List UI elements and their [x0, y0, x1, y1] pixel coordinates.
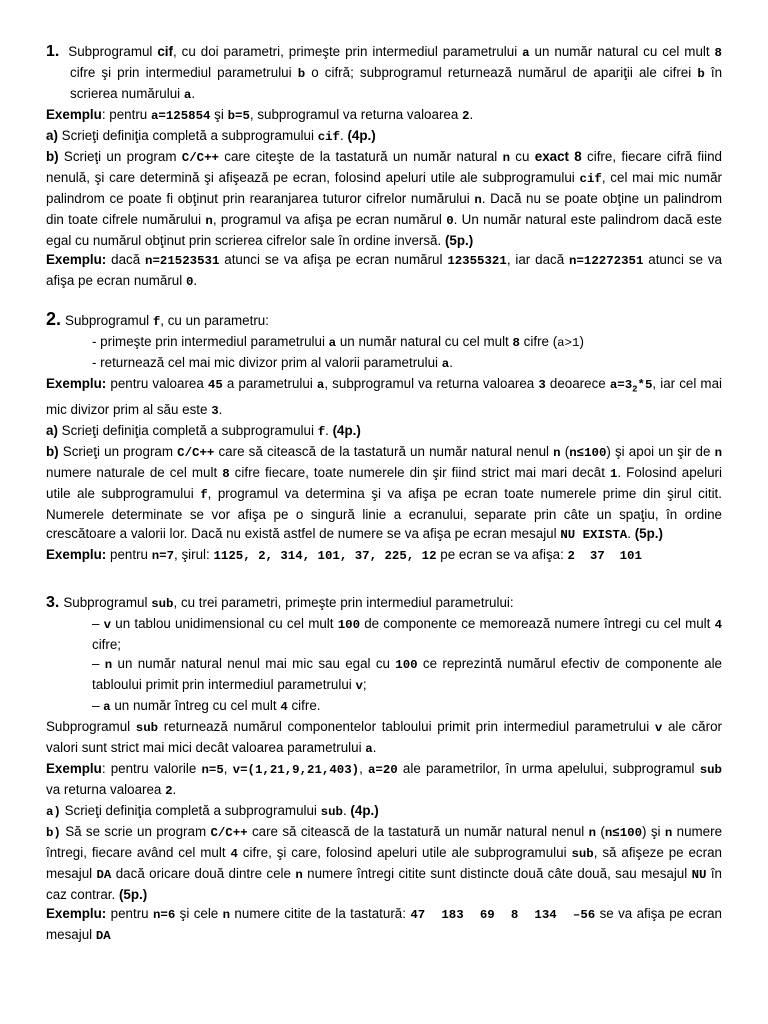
- code: 1125, 2, 314, 101, 37, 225, 12: [213, 548, 437, 563]
- text: subprogramului: [482, 170, 580, 185]
- code: 3: [538, 378, 546, 392]
- text: .: [342, 803, 351, 818]
- text: .: [627, 525, 635, 541]
- code: sub: [151, 597, 174, 611]
- text: Subprogramul: [68, 44, 158, 59]
- text: ale parametrilor, în urma apelului, subprogramul: [397, 761, 700, 776]
- text: cifre, şi care, folosind apeluri utile ale subprogramului: [237, 845, 572, 860]
- text: ;: [362, 677, 367, 692]
- text: , iar dacă: [506, 252, 570, 267]
- code: n: [104, 658, 113, 672]
- code: n=6: [152, 908, 176, 922]
- code: a=125854: [150, 109, 211, 123]
- text: Subprogramul: [46, 719, 136, 734]
- code: b=5: [227, 109, 250, 123]
- text: o cifră; subprogramul returnează numărul de apariţii ale cifrei: [305, 65, 698, 80]
- problem-2-example-2: [46, 545, 722, 566]
- code: 100: [395, 658, 418, 672]
- text: , subprogramul va returna valoarea: [324, 376, 539, 391]
- code: n=21523531: [145, 254, 220, 268]
- code: n: [222, 908, 231, 922]
- code: a: [441, 357, 450, 371]
- label: a): [46, 128, 58, 143]
- text: cu: [510, 149, 535, 164]
- problem-2-item-2: [46, 353, 722, 374]
- code: v=(1,21,9,21,403): [232, 763, 360, 777]
- text: un tablou unidimensional cu cel mult: [111, 616, 338, 631]
- code: 3: [211, 403, 219, 418]
- problem-1-part-a: [46, 126, 722, 147]
- text: în caz contrar.: [46, 866, 722, 902]
- text: ): [579, 334, 584, 349]
- problem-1-intro: [46, 42, 722, 105]
- label: a): [46, 805, 61, 819]
- text: , cel mai mic număr palindrom ce poate fi obţinut prin rearanjarea tuturor cifrelor numărului: [46, 170, 722, 206]
- text: determinate se: [111, 506, 204, 522]
- problem-number: 3.: [46, 594, 60, 611]
- code: C/C++: [177, 445, 215, 460]
- code: n: [553, 445, 561, 460]
- text: atunci se va afişa pe ecran numărul: [46, 252, 722, 288]
- problem-2: [46, 310, 722, 593]
- points: (5p.): [118, 887, 148, 902]
- code: f: [152, 315, 161, 329]
- text: de componente ce memorează numere întregi cu cel mult: [360, 616, 715, 631]
- label: Exemplu: [46, 107, 102, 122]
- text: , iar cel mai mic divizor prim al său este: [46, 376, 722, 417]
- code: n: [295, 868, 303, 882]
- label: b): [46, 826, 61, 840]
- text: pentru: [106, 546, 152, 562]
- text: Folosind apeluri utile ale subprogramului: [46, 464, 722, 501]
- text: Subprogramul: [65, 313, 153, 328]
- text: şi: [210, 107, 228, 122]
- text: vor afişa pe o singură linie a ecranului, separate prin câte un spaţiu, în ordine crescătoare a valorii lor. Dacă nu există astfel de numere se va afişa pe ecran mesajul: [46, 506, 722, 541]
- code: n=7: [151, 548, 175, 563]
- code: n=12272351: [569, 254, 644, 268]
- code: v: [654, 721, 663, 735]
- text: .: [340, 128, 348, 143]
- code: v: [355, 679, 363, 693]
- code: sub: [699, 763, 722, 777]
- code: 2: [462, 109, 470, 123]
- label: Exemplu:: [46, 546, 107, 562]
- problem-number: 1.: [46, 43, 60, 60]
- text: numere întregi, fiecare având cel mult: [46, 824, 723, 860]
- text: deoarece: [545, 376, 610, 391]
- code: 4: [280, 700, 288, 714]
- code: 2: [632, 384, 638, 395]
- text: , să afişeze pe ecran mesajul: [46, 845, 722, 881]
- problem-2-item-1: [46, 332, 722, 353]
- text: atunci se va afişa pe ecran numărul: [219, 252, 448, 267]
- code: a=20: [367, 763, 398, 777]
- document-page: [46, 42, 722, 946]
- code: sub: [135, 721, 159, 735]
- problem-3-example: [46, 759, 722, 801]
- text: pentru: [106, 906, 153, 921]
- text: –: [92, 616, 104, 631]
- code: b: [297, 67, 306, 81]
- text: Să se scrie un program: [60, 824, 211, 839]
- code: n: [205, 214, 213, 228]
- text: numere naturale de cel mult: [46, 464, 223, 480]
- code: 47 183 69 8 134 –56: [410, 908, 596, 922]
- points: (4p.): [332, 422, 361, 438]
- text: (: [560, 443, 570, 459]
- label: Exemplu:: [46, 252, 107, 267]
- text: şi cele: [175, 906, 223, 921]
- text: cifre şi prin intermediul parametrului: [70, 65, 298, 80]
- problem-number: 2.: [46, 309, 62, 329]
- problem-3-item-2: [46, 654, 722, 696]
- label: b): [46, 443, 59, 459]
- code: n: [588, 826, 597, 840]
- code: 2: [165, 784, 173, 798]
- code: a: [183, 88, 192, 102]
- code: a: [316, 378, 325, 392]
- text: cifre.: [287, 698, 321, 713]
- code: NU: [691, 868, 707, 882]
- problem-3-item-3: [46, 696, 722, 717]
- text: cifre;: [92, 637, 122, 652]
- text: cifre fiecare, toate numerele din: [229, 464, 433, 480]
- code: C/C++: [210, 826, 248, 840]
- code: a: [103, 700, 111, 714]
- problem-3-part-a: [46, 801, 722, 822]
- problem-2-intro: [46, 310, 722, 332]
- text: returnează numărul componentelor tabloului primit prin intermediul parametrului: [158, 719, 655, 734]
- points: (5p.): [634, 525, 663, 541]
- text: , programul va determina şi va afişa pe ecran toate numerele prime din şirul citit. Numerele: [46, 485, 722, 522]
- text: exact 8: [534, 149, 582, 164]
- text: –: [92, 656, 105, 671]
- code: 100: [337, 618, 361, 632]
- code: NU EXISTA: [560, 527, 628, 542]
- text: , cu doi parametri, primeşte prin intermediul parametrului: [173, 44, 523, 59]
- label: b): [46, 149, 59, 164]
- text: cifre (: [519, 334, 558, 349]
- points: (4p.): [350, 803, 379, 818]
- text: un număr natural cu cel mult: [336, 334, 513, 349]
- problem-3-intro: [46, 593, 722, 614]
- text: , cu trei parametri, primeşte prin intermediul parametrului:: [173, 595, 514, 610]
- text: - returnează cel mai mic divizor prim al valorii parametrului: [92, 355, 442, 370]
- text: .: [191, 86, 196, 101]
- code: n≤100: [604, 826, 643, 840]
- text: .: [372, 740, 377, 755]
- problem-1-example: [46, 105, 722, 126]
- label: Exemplu: [46, 761, 102, 776]
- code: 8: [512, 336, 520, 350]
- code: n≤100: [569, 445, 607, 460]
- text: , cu un parametru:: [160, 313, 269, 328]
- code: n: [714, 445, 723, 460]
- text: –: [92, 698, 104, 713]
- text: Scrieţi definiţia completă a subprogramului: [57, 128, 318, 143]
- code: a: [365, 742, 373, 756]
- text: ) şi apoi un şir de: [606, 443, 715, 459]
- code: 4: [230, 847, 238, 861]
- code: v: [103, 618, 112, 632]
- text: care citeşte de la tastatură un număr natural: [218, 149, 503, 164]
- text: dacă: [106, 252, 146, 267]
- label: a): [46, 422, 58, 438]
- problem-1-example-2: [46, 250, 722, 292]
- text: .: [193, 273, 198, 288]
- code: f: [317, 424, 326, 439]
- code: 8: [222, 466, 230, 481]
- points: (5p.): [444, 233, 474, 248]
- code: 8: [714, 46, 722, 60]
- problem-2-example: [46, 374, 722, 421]
- code: sub: [320, 805, 343, 819]
- code: 0: [446, 214, 454, 228]
- problem-1-part-b: [46, 147, 722, 250]
- text: care să citească de la tastatură un număr natural nenul: [247, 824, 589, 839]
- code: cif: [317, 130, 340, 144]
- code: 4: [714, 618, 722, 632]
- text: Scrieţi definiţia completă a subprogramului: [57, 422, 318, 438]
- problem-3-description: [46, 717, 722, 759]
- text: a parametrului: [222, 376, 317, 391]
- text: , şirul:: [174, 546, 214, 562]
- problem-1: [46, 42, 722, 310]
- code: n: [474, 193, 482, 207]
- text: un număr natural nenul mai mic sau egal cu: [112, 656, 396, 671]
- problem-3-part-b: [46, 822, 722, 904]
- code: a>1: [557, 336, 580, 350]
- text: , subprogramul va returna valoarea: [249, 107, 463, 122]
- code: f: [200, 487, 208, 502]
- code: sub: [571, 847, 594, 861]
- code: *5: [637, 378, 653, 392]
- text: numere citite de la tastatură:: [230, 906, 411, 921]
- problem-3-item-1: [46, 614, 722, 654]
- text: : pentru valorile: [101, 761, 202, 776]
- text: Subprogramul: [63, 595, 152, 610]
- text: .: [469, 107, 474, 122]
- code: C/C++: [181, 151, 219, 165]
- text: Scrieţi un program: [58, 443, 178, 459]
- text: . Dacă nu se poate obţine un palindrom din toate cifrele numărului: [46, 191, 723, 227]
- code: n: [502, 151, 511, 165]
- text: ) şi: [642, 824, 665, 839]
- text: un număr întreg cu cel mult: [110, 698, 281, 713]
- code: a: [522, 46, 530, 60]
- label: Exemplu:: [46, 376, 107, 391]
- text: : pentru: [101, 107, 151, 122]
- code: DA: [95, 929, 111, 943]
- text: . Un număr natural este palindrom dacă este egal cu numărul obţinut prin scrierea cifrelor sale în ordine inversă.: [46, 212, 722, 248]
- text: .: [325, 422, 333, 438]
- text: care să citească de la tastatură un număr natural nenul: [214, 443, 554, 459]
- problem-2-part-a: [46, 421, 722, 442]
- text: ,: [359, 761, 368, 776]
- code: n=5: [201, 763, 224, 777]
- text: pe ecran se va afişa:: [436, 546, 568, 562]
- text: şir fiind strict mai mari decât: [432, 464, 610, 480]
- text: ,: [223, 761, 233, 776]
- points: (4p.): [347, 128, 376, 143]
- text: cif: [157, 44, 173, 59]
- text: - primeşte prin intermediul parametrului: [92, 334, 329, 349]
- code: a: [328, 336, 337, 350]
- text: ale căror valori sunt strict mai mici decât valoarea parametrului: [46, 719, 722, 755]
- text: .: [218, 401, 223, 417]
- text: .: [449, 355, 453, 370]
- code: 12355321: [447, 254, 507, 268]
- code: 2 37 101: [567, 548, 642, 563]
- text: numere întregi citite sunt distincte două câte două, sau mesajul: [302, 866, 692, 881]
- text: .: [172, 782, 177, 797]
- code: 45: [207, 378, 223, 392]
- code: b: [697, 67, 705, 81]
- text: pentru valoarea: [106, 376, 208, 391]
- text: va returna valoarea: [46, 782, 166, 797]
- label: Exemplu:: [46, 906, 107, 921]
- code: 1: [609, 466, 618, 481]
- text: cifre, fiecare cifră fiind nenulă, şi care determină şi afişează pe ecran, folosind apeluri utile ale: [46, 149, 722, 185]
- code: 0: [185, 275, 194, 289]
- problem-3-example-2: [46, 904, 722, 946]
- code: n: [664, 826, 673, 840]
- text: , programul va afişa pe ecran numărul: [212, 212, 447, 227]
- text: .: [617, 464, 627, 480]
- problem-3: [46, 593, 722, 946]
- text: ce reprezintă numărul efectiv de componente ale tabloului primit prin intermediul parametrului: [92, 656, 722, 692]
- text: în scrierea numărului: [70, 65, 723, 101]
- text: se va afişa pe ecran mesajul: [46, 906, 722, 942]
- text: dacă oricare două dintre cele: [111, 866, 296, 881]
- text: (: [596, 824, 605, 839]
- problem-2-part-b: [46, 442, 722, 545]
- text: Scrieţi un program: [58, 149, 182, 164]
- text: un număr natural cu cel mult: [529, 44, 715, 59]
- code: a=3: [609, 378, 633, 392]
- code: cif: [579, 172, 602, 186]
- code: DA: [96, 868, 112, 882]
- text: Scrieţi definiţia completă a subprogramului: [60, 803, 321, 818]
